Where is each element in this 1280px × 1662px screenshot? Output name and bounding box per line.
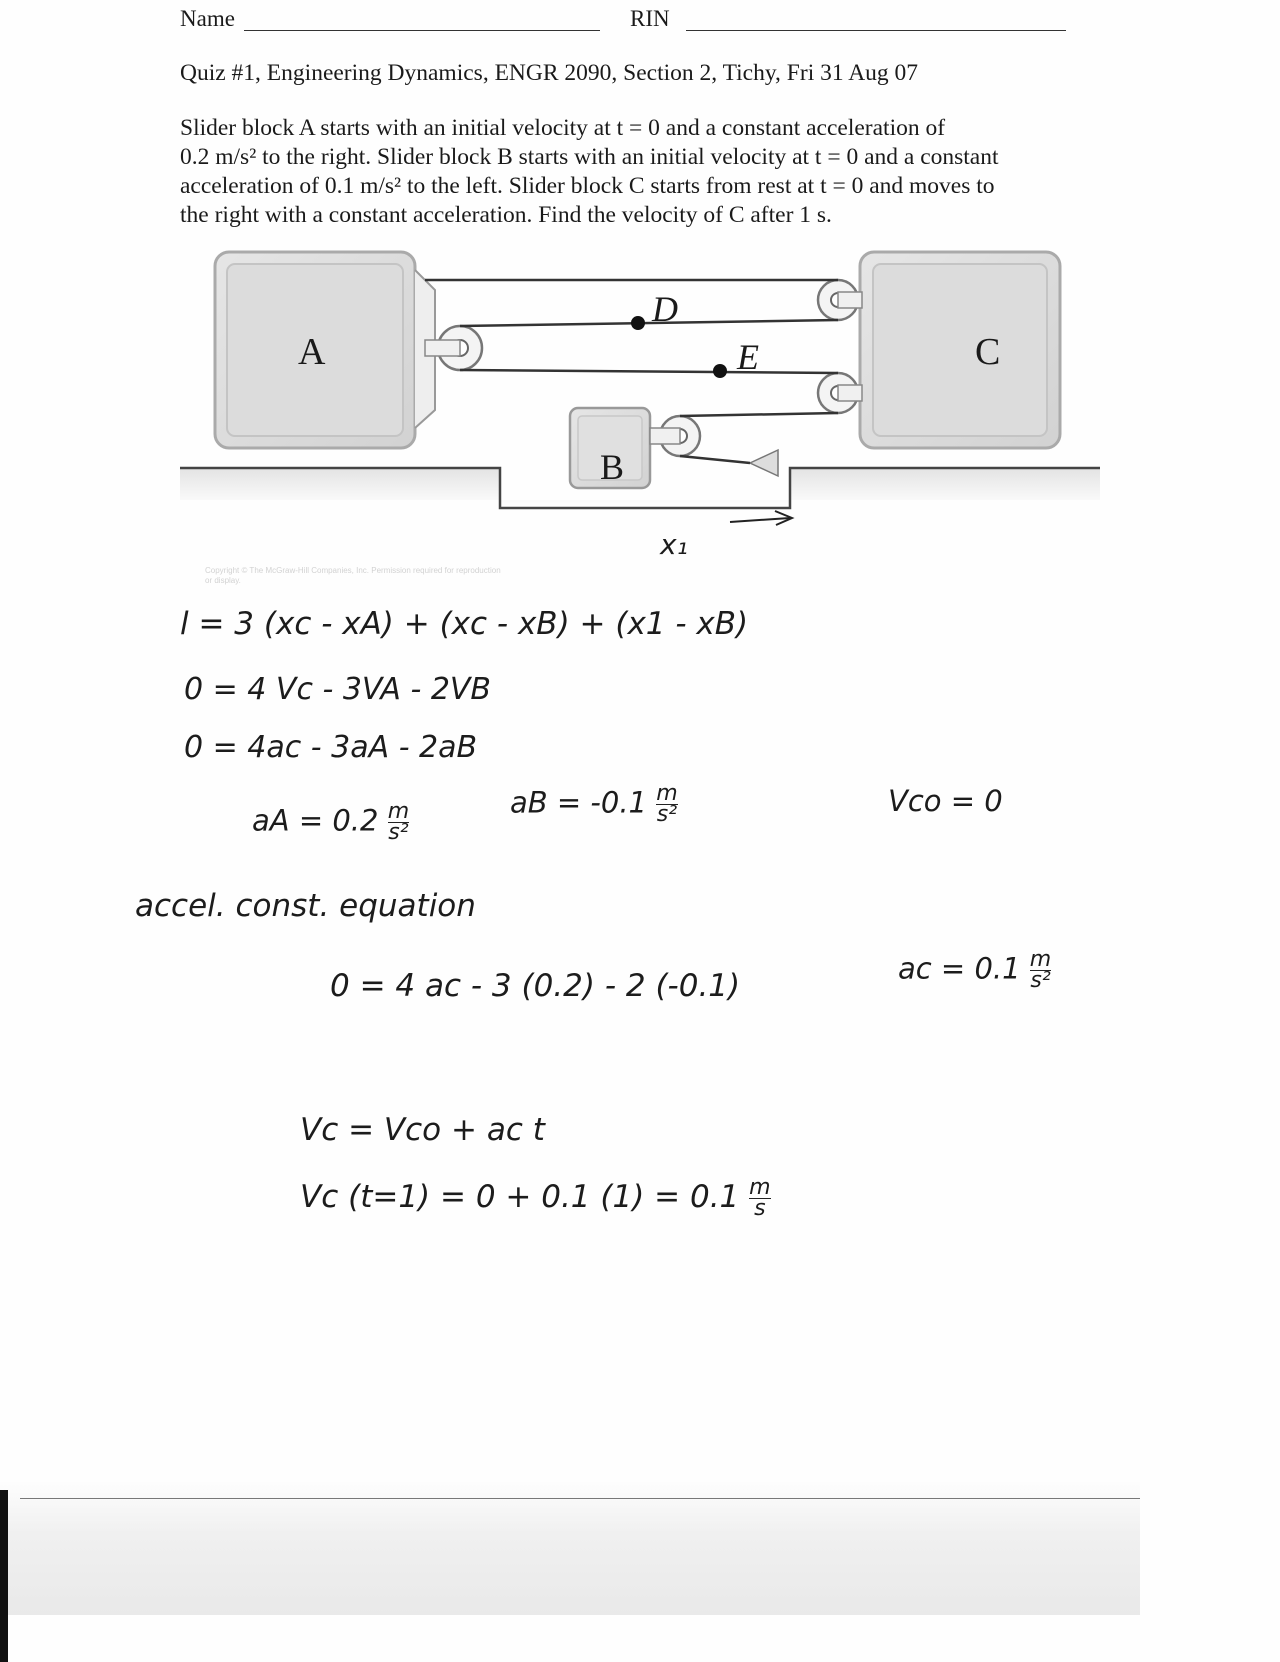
equation-4: 0 = 4 ac - 3 (0.2) - 2 (-0.1) [330, 968, 741, 1004]
equation-6-text: Vc (t=1) = 0 + 0.1 (1) = 0.1 [300, 1179, 740, 1215]
equation-3: 0 = 4ac - 3aA - 2aB [184, 730, 478, 765]
copyright-notice: Copyright © The McGraw-Hill Companies, Inc. Permission required for reproduction or display. [205, 566, 501, 585]
value-aA [252, 799, 410, 845]
problem-line-4: the right with a constant acceleration. Find the velocity of C after 1 s. [180, 202, 832, 228]
scan-shadow [0, 1480, 1140, 1615]
equation-1: l = 3 (xc - xA) + (xc - xB) + (x1 - xB) [180, 606, 749, 642]
value-aB-unit-den: s² [656, 802, 678, 827]
scan-left-edge [0, 1490, 8, 1662]
quiz-title: Quiz #1, Engineering Dynamics, ENGR 2090, Section 2, Tichy, Fri 31 Aug 07 [180, 60, 919, 86]
scan-edge-line [20, 1498, 1140, 1499]
value-ac-unit [1029, 947, 1052, 993]
label-block-a: A [298, 331, 326, 373]
value-aB-unit-num: m [656, 781, 678, 806]
problem-statement [180, 114, 1080, 230]
label-block-c: C [975, 331, 1001, 373]
value-aA-unit-den: s² [388, 820, 409, 845]
value-ac-unit-den: s² [1030, 968, 1051, 993]
value-aB [510, 781, 678, 827]
rin-label: RIN [630, 6, 670, 31]
pulley-diagram [170, 250, 1110, 590]
value-aA-unit [387, 799, 410, 845]
label-x1: x₁ [660, 528, 688, 561]
x1-arrow [730, 518, 790, 522]
equation-6-unit [749, 1175, 771, 1221]
value-aA-text: aA = 0.2 [252, 803, 379, 838]
equation-2: 0 = 4 Vc - 3VA - 2VB [184, 672, 492, 707]
problem-line-2: 0.2 m/s² to the right. Slider block B starts with an initial velocity at t = 0 and a constant [180, 144, 999, 170]
value-aA-unit-num: m [387, 799, 410, 824]
accel-const-equation-label: accel. const. equation [135, 888, 476, 924]
value-ac [898, 947, 1052, 993]
equation-6-unit-den: s [754, 1196, 766, 1221]
problem-line-1: Slider block A starts with an initial velocity at t = 0 and a constant acceleration of [180, 115, 946, 141]
name-underline [244, 30, 600, 31]
point-e-dot [713, 364, 727, 378]
label-point-e: E [737, 337, 759, 377]
value-ac-unit-num: m [1029, 947, 1052, 972]
name-label: Name [180, 6, 235, 31]
point-d-dot [631, 316, 645, 330]
value-ac-text: ac = 0.1 [898, 951, 1021, 986]
equation-5: Vc = Vco + ac t [300, 1112, 545, 1148]
label-block-b: B [600, 447, 625, 487]
value-aB-unit [656, 781, 678, 827]
anchor [750, 450, 778, 476]
value-aB-text: aB = -0.1 [510, 785, 647, 820]
rin-underline [686, 30, 1066, 31]
problem-line-3: acceleration of 0.1 m/s² to the left. Slider block C starts from rest at t = 0 and moves to [180, 173, 995, 199]
equation-6 [300, 1175, 771, 1221]
label-point-d: D [652, 289, 678, 329]
value-vc0: Vco = 0 [888, 784, 1003, 818]
equation-6-unit-num: m [749, 1175, 771, 1200]
